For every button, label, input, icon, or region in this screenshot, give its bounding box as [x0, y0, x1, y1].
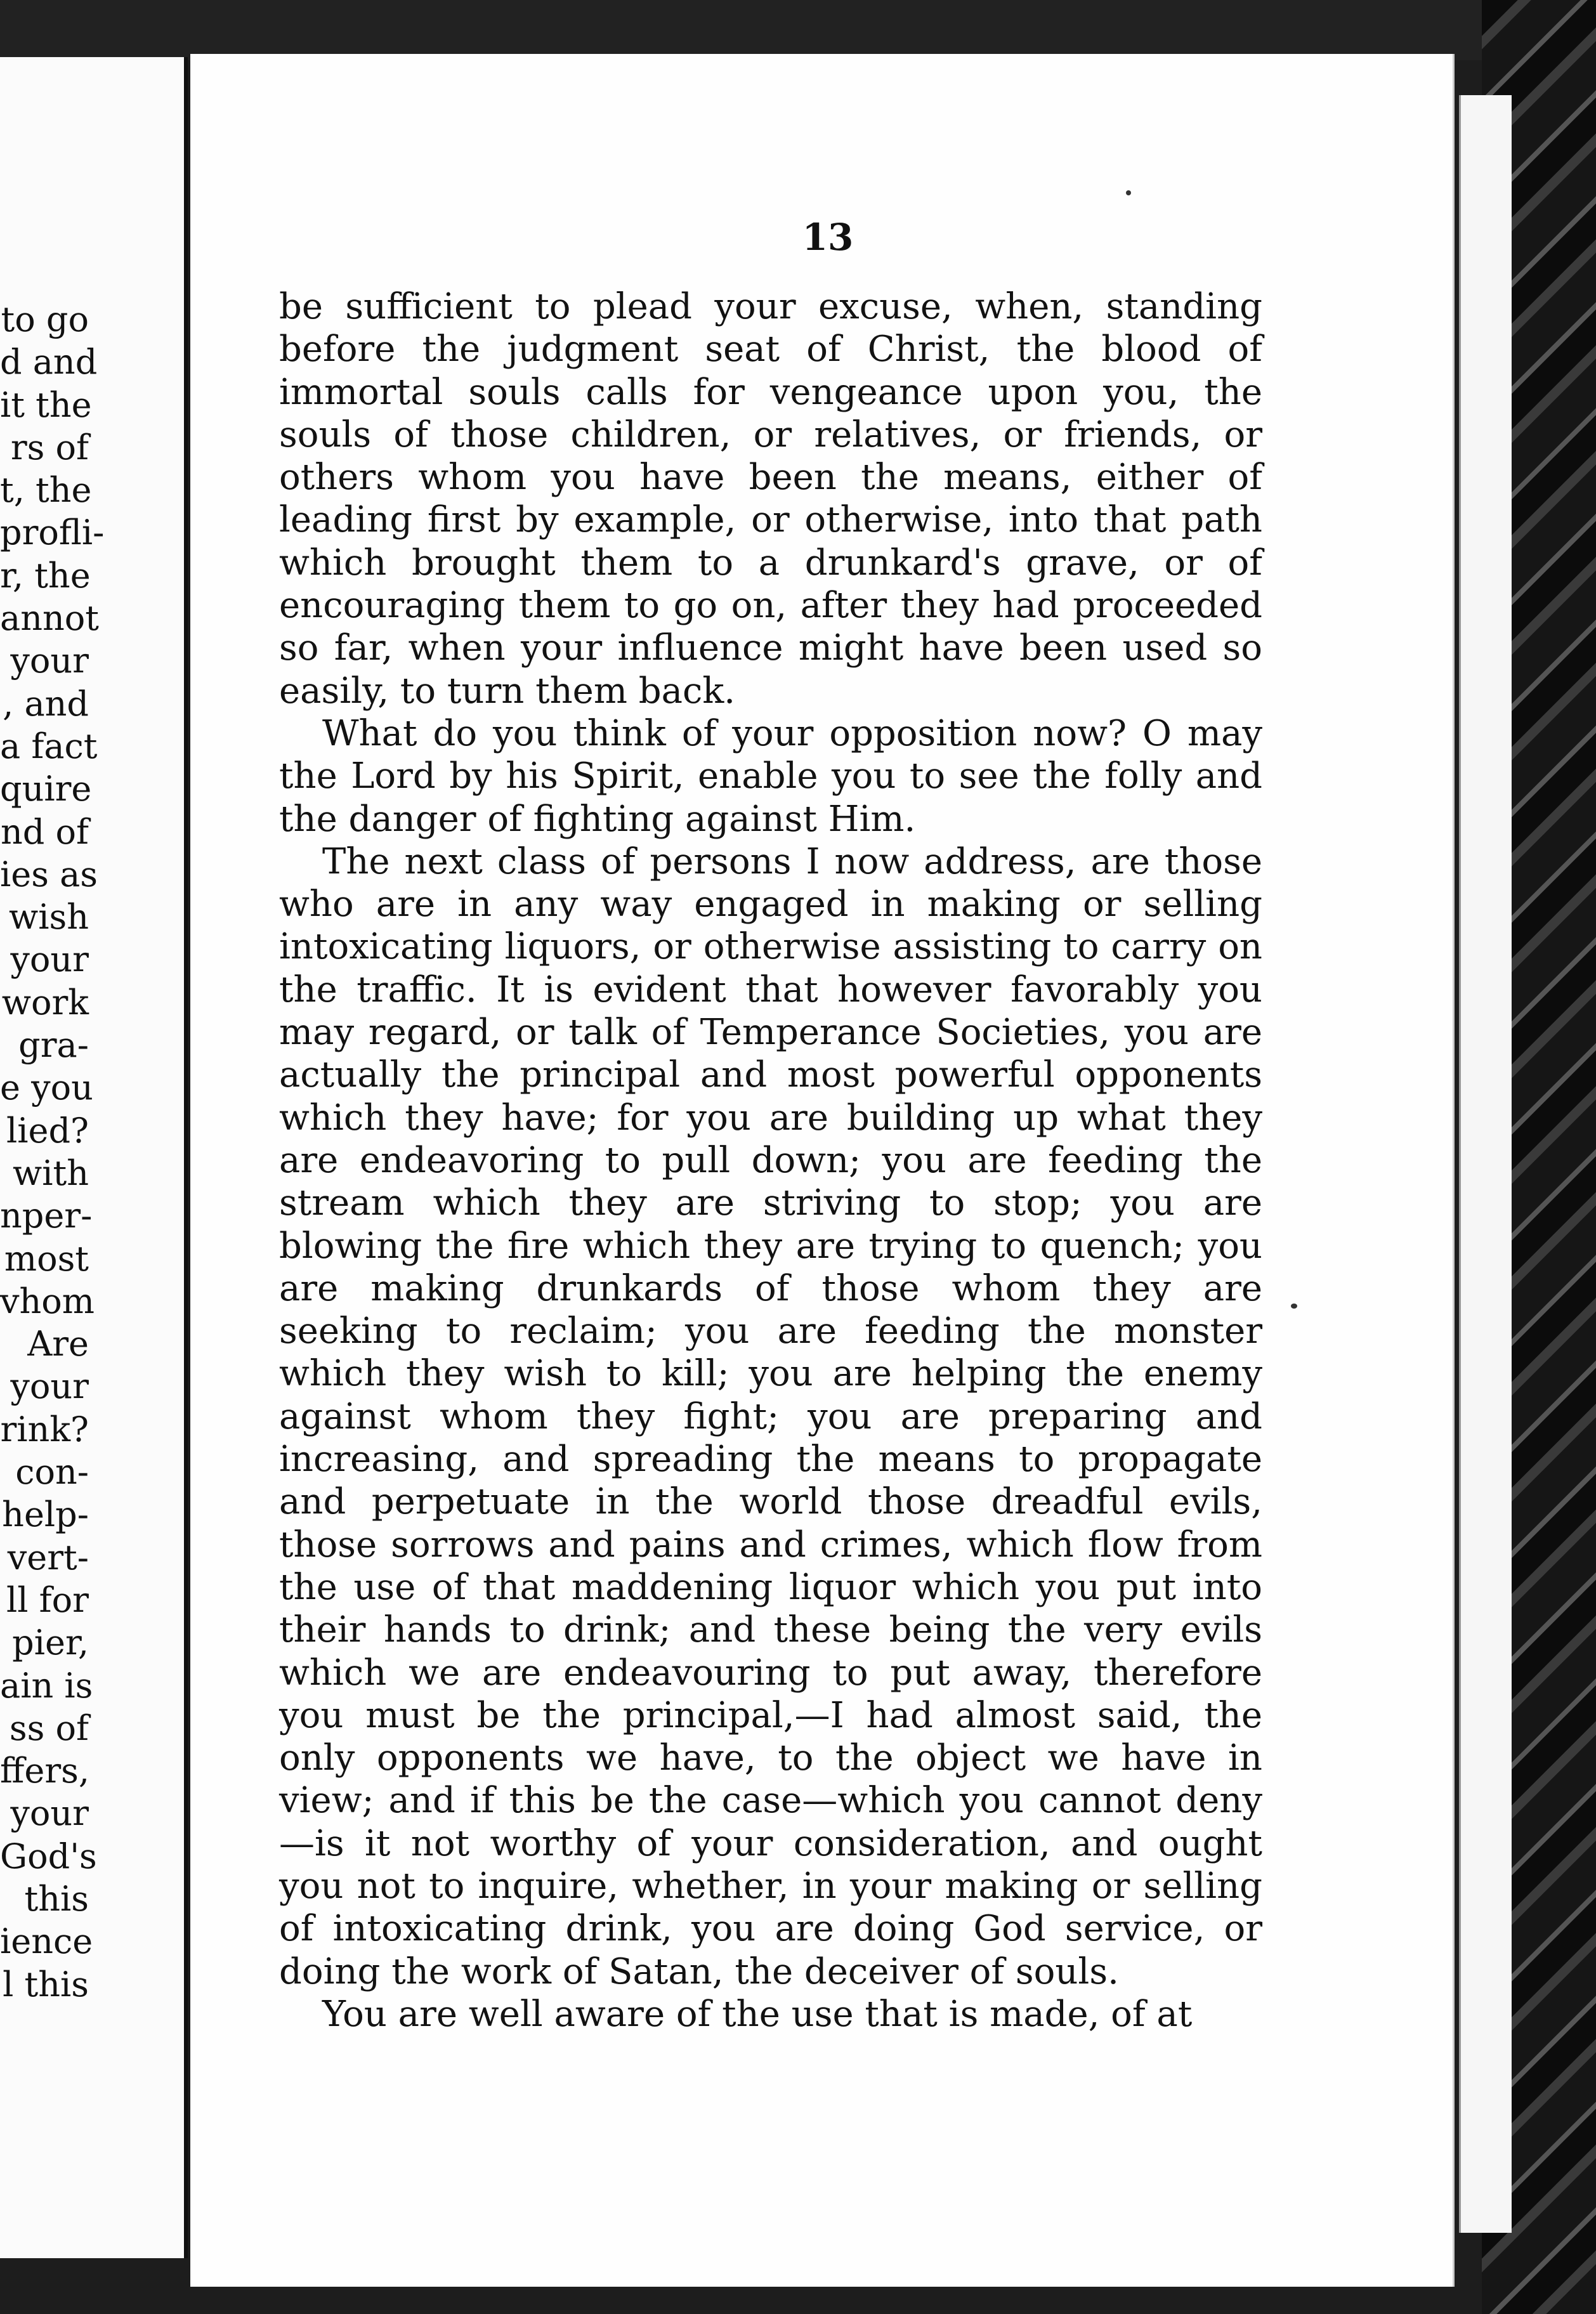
left-page-line: your	[10, 1793, 89, 1834]
left-page-line: annot	[0, 598, 99, 639]
left-page-line: work	[1, 982, 89, 1023]
dust-speck	[1291, 1304, 1297, 1309]
left-page-line: r, the	[0, 555, 91, 596]
left-page-line: it the	[0, 384, 92, 425]
paragraph-opposition: What do you think of your opposition now? O may the Lord by his Spirit, enable you to see the folly and the danger of fighting against Him.	[279, 712, 1262, 840]
left-page-line: ience	[0, 1921, 93, 1962]
paragraph-use: You are well aware of the use that is made, of at	[322, 1993, 1193, 2035]
left-page-line: vhom	[0, 1281, 95, 1321]
left-page-line: ss of	[9, 1708, 89, 1748]
paragraph-continuation: be sufficient to plead your excuse, when, standing before the judgment seat of Christ, the blood of immortal souls calls for vengeance upon you, the souls of those children, or relatives, or friends, or others whom you have been the means, either of leading first by example, or otherwise, into that path which brought them to a drunkard's grave, or of encouraging them to go on, after they had proceeded so far, when your influence might have been used so easily, to turn them back.	[279, 286, 1262, 712]
left-page-line: to go	[1, 299, 89, 339]
left-page-line: con-	[15, 1452, 89, 1493]
left-page-line: , and	[3, 683, 89, 724]
left-page-line: Are	[27, 1324, 89, 1364]
left-page-line: your	[10, 641, 89, 681]
left-page-line: this	[24, 1878, 89, 1919]
left-page-line: nd of	[0, 811, 89, 852]
dust-speck	[1126, 190, 1131, 195]
left-page-line: ffers,	[0, 1751, 90, 1791]
left-page-line: pier,	[12, 1623, 89, 1663]
next-page-edge	[1459, 95, 1512, 2233]
left-page-line: with	[13, 1153, 89, 1193]
left-page	[0, 57, 188, 2258]
paragraph-traffic: The next class of persons I now address, are those who are in any way engaged in making or selling intoxicating liquors, or otherwise assisting to carry on the traffic. It is evident that however favorably you may regard, or talk of Temperance Societies, you are actually the principal and most powerful opponents which they have; for you are building up what they are endeavoring to pull down; you are feeding the stream which they are striving to stop; you are blowing the fire which they are trying to quench; you are making drunkards of those whom they are seeking to reclaim; you are feeding the monster which they wish to kill; you are helping the enemy against whom they fight; you are preparing and increasing, and spreading the means to propagate and perpetuate in the world those dreadful evils, those sorrows and pains and crimes, which flow from the use of that maddening liquor which you put into their hands to drink; and these being the very evils which we are endeavouring to put away, therefore you must be the principal,—I had almost said, the only opponents we have, to the object we have in view; and if this be the case—which you cannot deny —is it not worthy of your consideration, and ought you not to inquire, whether, in your making or selling of intoxicating drink, you are doing God service, or doing the work of Satan, the deceiver of souls.	[279, 840, 1262, 1992]
left-page-line: ies as	[0, 854, 98, 894]
left-page-line: your	[10, 1366, 89, 1407]
left-page-line: profli-	[0, 513, 105, 553]
left-page-line: d and	[0, 342, 98, 382]
left-page-line: t, the	[0, 470, 92, 511]
left-page-line: a fact	[0, 726, 98, 766]
left-page-line: rs of	[10, 427, 89, 467]
left-page-line: wish	[9, 897, 89, 938]
left-page-line: quire	[0, 769, 92, 809]
left-page-line: vert-	[7, 1537, 89, 1578]
left-page-line: most	[4, 1238, 89, 1279]
left-page-line: nper-	[0, 1196, 93, 1236]
left-page-line: lied?	[6, 1110, 89, 1151]
left-page-line: ll for	[6, 1579, 89, 1620]
left-page-line: ain is	[0, 1665, 93, 1706]
left-page-text	[0, 298, 184, 2006]
page-text-body	[279, 285, 1262, 2036]
left-page-line: e you	[0, 1068, 93, 1108]
left-page-line: rink?	[0, 1409, 89, 1449]
page-number: 13	[802, 216, 854, 259]
left-page-line: God's	[0, 1836, 97, 1876]
left-page-line: gra-	[18, 1025, 89, 1066]
left-page-line: your	[10, 939, 89, 980]
main-page	[190, 54, 1455, 2287]
scan-background-top	[0, 0, 1596, 60]
left-page-line: help-	[2, 1494, 89, 1535]
left-page-line: l this	[3, 1964, 89, 2004]
